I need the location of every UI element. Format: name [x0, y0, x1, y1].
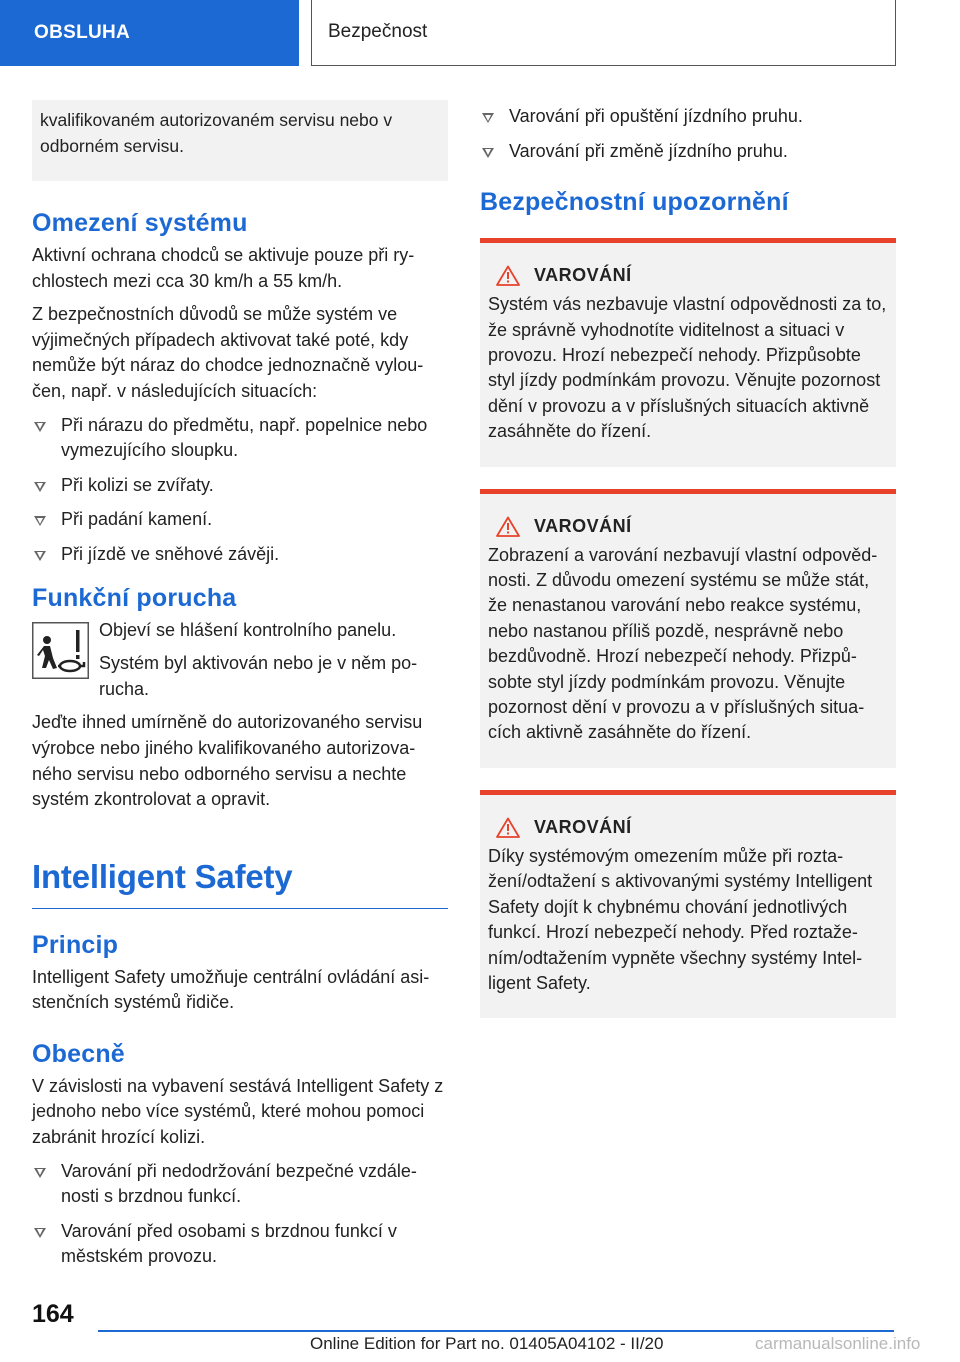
triangle-bullet-icon [34, 516, 46, 526]
watermark-text: carmanualsonline.info [755, 1334, 921, 1353]
triangle-bullet-icon [34, 1228, 46, 1238]
warning-box [480, 790, 896, 1018]
triangle-bullet-icon [482, 113, 494, 123]
warning-box [480, 238, 896, 466]
list-item: Při kolizi se zvířaty. [32, 473, 448, 499]
heading-principle: Princip [32, 930, 119, 959]
left-column [32, 100, 448, 1279]
list-item: Při padání kamení. [32, 507, 448, 533]
page-number: 164 [32, 1300, 74, 1328]
note-text: kvalifikovaném autorizovaném servisu nebo v odborném servisu. [40, 110, 393, 156]
heading-system-limits: Omezení systému [32, 209, 248, 237]
list-item: Při nárazu do předmětu, např. popelnice nebo vymezujícího sloupku. [32, 413, 448, 464]
list-item: Varování při opuštění jízdního pruhu. [480, 104, 896, 130]
malfunction-line-2: Systém byl aktivován nebo je v něm porucha. [99, 653, 418, 699]
triangle-bullet-icon [34, 1168, 46, 1178]
footer-divider [98, 1330, 894, 1332]
heading-intelligent-safety: Intelligent Safety [32, 855, 448, 909]
page-header [0, 0, 960, 66]
warning-triangle-icon [496, 265, 520, 286]
right-column [480, 100, 896, 1040]
warning-title: VAROVÁNÍ [488, 817, 888, 838]
warning-triangle-icon [496, 516, 520, 537]
list-item: Varování před osobami s brzdnou funkcí v městském provozu. [32, 1219, 448, 1270]
paragraph: Z bezpečnostních důvodů se může systém ve výjimečných případech aktivovat také poté, kdy nemůže být náraz do chodce jednoznačně vyloučen, např. v následujících situacích: [32, 304, 424, 401]
triangle-bullet-icon [482, 148, 494, 158]
malfunction-line-1: Objeví se hlášení kontrolního panelu. [99, 619, 397, 640]
system-list [32, 1159, 448, 1270]
heading-safety-notes: Bezpečnostní upozornění [480, 188, 789, 217]
edition-text: Online Edition for Part no. 01405A04102 - II/20 [310, 1334, 664, 1353]
warning-text: Zobrazení a varování nezbavují vlastní odpovědnosti. Z důvodu omezení systému se může stát, že nenastanou varování nebo reakce systému, nebo nastanou příliš pozdě, nesprávně nebo bezdůvodně. Hrozí nebezpečí nehody. Přizpůsobte styl jízdy podmínkám provozu. Věnujte pozornost dění v provozu a v příslušných situacích aktivně zasáhněte do řízení. [488, 544, 878, 743]
list-item: Varování při změně jízdního pruhu. [480, 139, 896, 165]
situation-list [32, 413, 448, 568]
warning-triangle-icon [496, 817, 520, 838]
paragraph: V závislosti na vybavení sestává Intelligent Safety z jednoho nebo více systémů, které mohou pomoci zabránit hrozící kolizi. [32, 1075, 444, 1148]
paragraph: Jeďte ihned umírněně do autorizovaného servisu výrobce nebo jiného kvalifikovaného autorizovaného servisu nebo odborného servisu a nechte systém zkontrolovat a opravit. [32, 712, 423, 810]
list-item: Varování při nedodržování bezpečné vzdálenosti s brzdnou funkcí. [32, 1159, 448, 1210]
heading-malfunction: Funkční porucha [32, 583, 237, 612]
triangle-bullet-icon [34, 482, 46, 492]
heading-general: Obecně [32, 1039, 125, 1068]
warning-title: VAROVÁNÍ [488, 516, 888, 537]
note-box [32, 100, 448, 181]
system-list-continued [480, 104, 896, 164]
triangle-bullet-icon [34, 551, 46, 561]
pedestrian-warning-icon [32, 622, 89, 679]
warning-box [480, 489, 896, 768]
warning-title: VAROVÁNÍ [488, 265, 888, 286]
paragraph: Intelligent Safety umožňuje centrální ovládání asistenčních systémů řidiče. [32, 966, 430, 1013]
warning-text: Díky systémovým omezením může při roztažení/odtažení s aktivovanými systémy Intelligent Safety dojít k chybnému chování jednotlivých funkcí. Hrozí nebezpečí nehody. Před roztažením/odtažením vypněte všechny systémy Intelligent Safety. [488, 845, 873, 993]
chapter-title: Bezpečnost [311, 0, 896, 66]
list-item: Při jízdě ve sněhové závěji. [32, 542, 448, 568]
warning-text: Systém vás nezbavuje vlastní odpovědnosti za to, že správně vyhodnotíte viditelnost a situaci v provozu. Hrozí nebezpečí nehody. Přizpůsobte styl jízdy podmínkám provozu. Věnujte pozornost dění v provozu a v příslušných situacích aktivně zasáhněte do řízení. [488, 294, 887, 442]
section-tab: OBSLUHA [0, 0, 299, 66]
malfunction-row [32, 618, 448, 703]
paragraph: Aktivní ochrana chodců se aktivuje pouze při rychlostech mezi cca 30 km/h a 55 km/h. [32, 245, 415, 291]
triangle-bullet-icon [34, 422, 46, 432]
